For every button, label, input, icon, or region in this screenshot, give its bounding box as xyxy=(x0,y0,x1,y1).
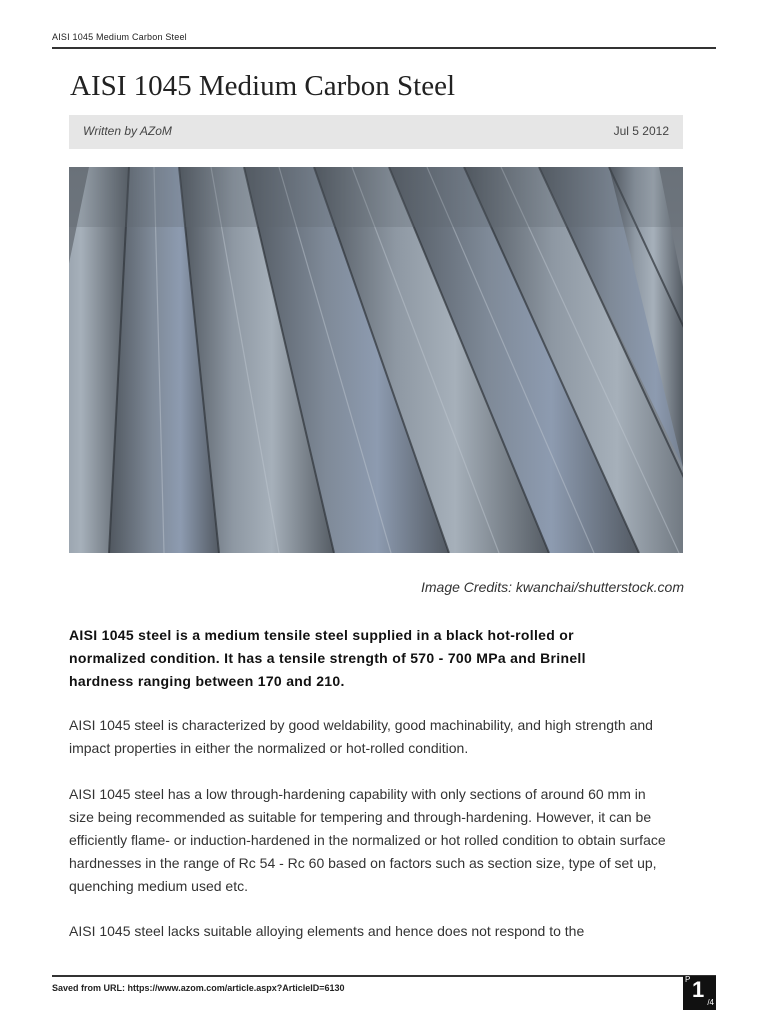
author-byline: Written by AZoM xyxy=(83,124,172,138)
lead-paragraph: AISI 1045 steel is a medium tensile steel supplied in a black hot-rolled or normalized condition. It has a tensile strength of 570 - 700 MPa and Brinell hardness ranging between 170 and 210. xyxy=(69,627,586,689)
article-title: AISI 1045 Medium Carbon Steel xyxy=(70,70,456,102)
source-url-link[interactable]: https://www.azom.com/article.aspx?ArticleID=6130 xyxy=(127,983,345,993)
steel-bars-photo xyxy=(69,167,683,553)
page-prefix: P xyxy=(685,975,691,984)
saved-from-label: Saved from URL: xyxy=(52,983,126,993)
body-paragraph: AISI 1045 steel lacks suitable alloying elements and hence does not respond to the xyxy=(69,923,585,939)
body-paragraph: AISI 1045 steel is characterized by good weldability, good machinability, and high strength and impact properties in either the normalized or hot-rolled condition. xyxy=(69,717,653,756)
body-paragraph: AISI 1045 steel has a low through-hardening capability with only sections of around 60 mm in size being recommended as suitable for tempering and through-hardening. However, it can be efficiently flame- or induction-hardened in the normalized or hot rolled condition to obtain surface hardnesses in the range of Rc 54 - Rc 60 based on factors such as section size, type of set up, quenching medium used etc. xyxy=(69,786,666,894)
header-divider xyxy=(52,47,716,49)
saved-from-url xyxy=(52,983,345,993)
page-number: 1 xyxy=(692,977,705,1002)
page-number-badge xyxy=(683,976,716,1010)
steel-bars-illustration xyxy=(69,167,683,553)
article-meta-bar xyxy=(69,115,683,149)
image-credit-caption: Image Credits: kwanchai/shutterstock.com xyxy=(421,579,684,595)
footer-divider xyxy=(52,975,716,977)
running-header-title: AISI 1045 Medium Carbon Steel xyxy=(52,32,187,42)
publish-date: Jul 5 2012 xyxy=(613,124,669,138)
page-total: /4 xyxy=(707,998,714,1007)
